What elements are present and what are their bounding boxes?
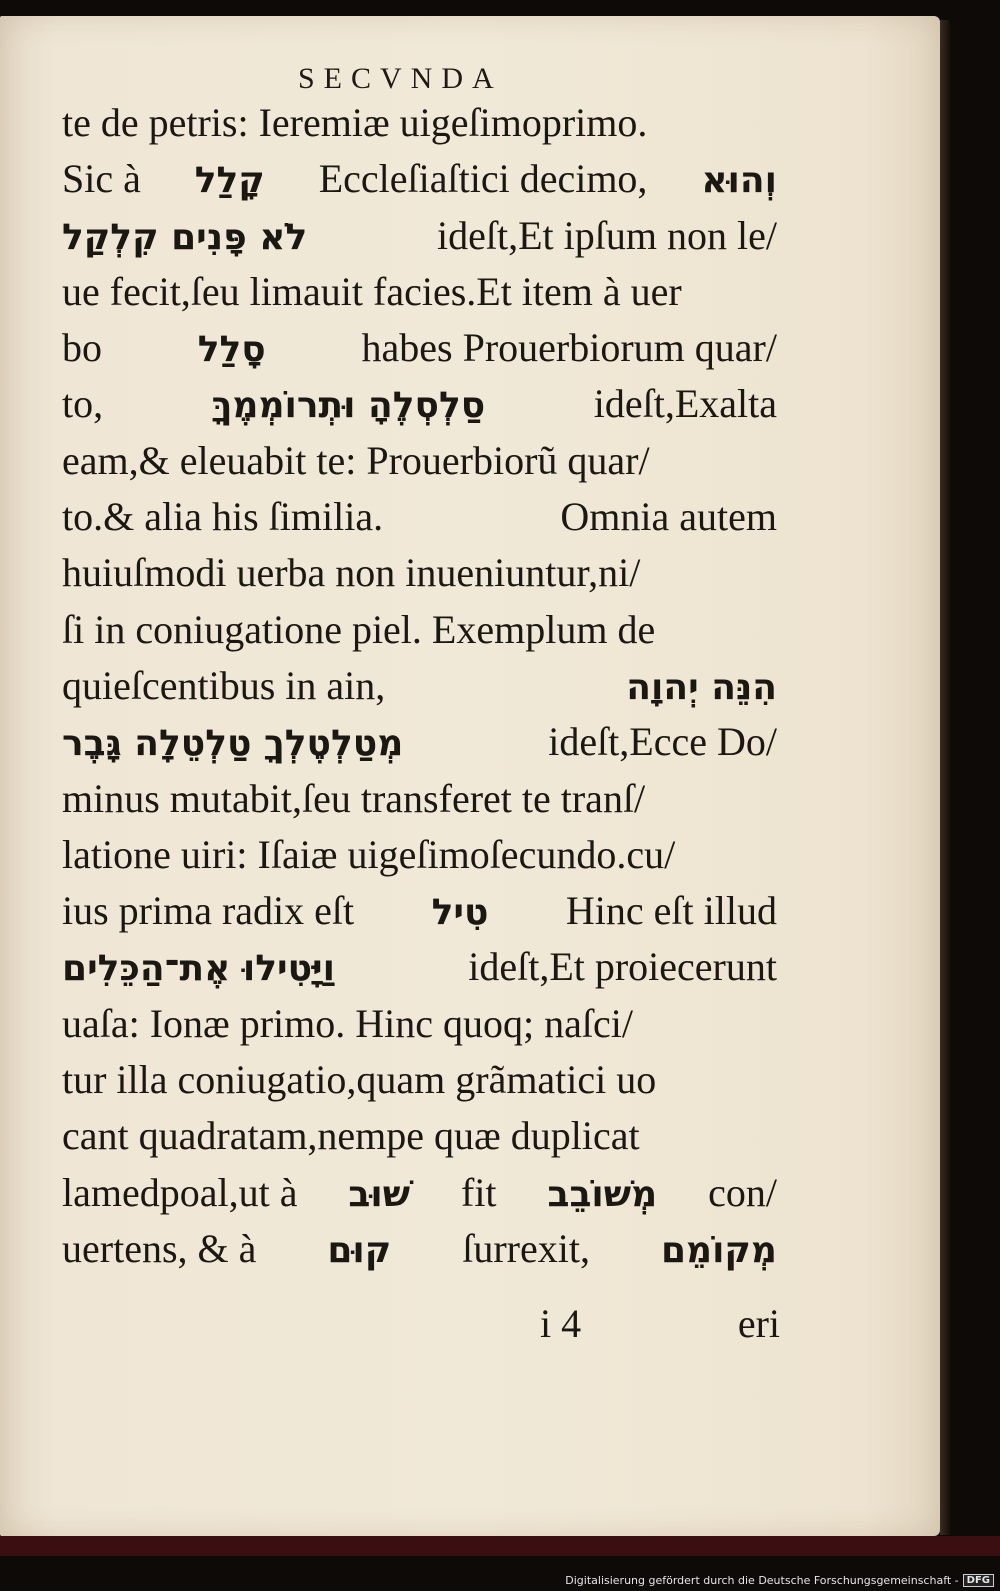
latin-text: latione uiri: Iſaiæ uigeſimoſecundo.cu/ <box>62 831 676 877</box>
latin-text: ideſt,Et ipſum non le/ <box>437 212 777 258</box>
hebrew-word: וְהוּא <box>701 160 777 202</box>
text-line <box>62 433 777 489</box>
credit-text: Digitalisierung gefördert durch die Deutsche Forschungsgemeinschaft - <box>565 1574 959 1587</box>
text-line <box>62 883 777 939</box>
hebrew-word: קָלַל <box>194 160 265 202</box>
latin-text: te de petris: Ieremiæ uigeſimoprimo. <box>62 100 648 145</box>
text-line <box>62 95 777 151</box>
latin-text: minus mutabit,ſeu transferet te tranſ/ <box>62 775 646 821</box>
latin-text: cant quadratam,nempe quæ duplicat <box>62 1113 640 1159</box>
hebrew-word: סַלְסְלֶהָ וּתְרוֹמְמֶךָּ <box>211 385 486 427</box>
hebrew-word: סָלַל <box>197 329 266 371</box>
page-footer <box>540 1300 780 1347</box>
text-line <box>62 714 777 770</box>
latin-text: to, <box>62 381 104 427</box>
hebrew-word: לֹא פָּנִים קִלְקַל <box>62 216 308 258</box>
hebrew-word: שׁוּב <box>348 1173 411 1215</box>
text-line <box>62 320 777 376</box>
text-line <box>62 939 777 995</box>
text-line <box>62 151 777 207</box>
latin-text: con/ <box>708 1169 777 1215</box>
latin-text: ius prima radix eſt <box>62 888 355 934</box>
latin-text: habes Prouerbiorum quar/ <box>361 325 777 371</box>
text-line <box>62 1165 777 1221</box>
latin-text: ideſt,Exalta <box>593 381 777 427</box>
running-head: SECVNDA <box>298 62 503 95</box>
hebrew-word: מְטַלְטֶלְךָ טַלְטֵלָה גָּבֶר <box>62 723 404 765</box>
latin-text: tur illa coniugatio,quam grãmatici uo <box>62 1057 657 1103</box>
latin-text: huiuſmodi uerba non inueniuntur,ni/ <box>62 550 641 596</box>
text-line <box>62 376 777 432</box>
digitization-credit <box>565 1574 994 1587</box>
latin-text: Eccleſiaſtici decimo, <box>318 156 648 202</box>
text-line <box>62 602 777 658</box>
latin-text: uaſa: Ionæ primo. Hinc quoq; naſci/ <box>62 1000 633 1046</box>
latin-text: Sic à <box>62 156 141 202</box>
text-line <box>62 489 777 545</box>
latin-text: quieſcentibus in ain, <box>62 662 386 708</box>
latin-text: ſi in coniugatione piel. Exemplum de <box>62 606 656 652</box>
text-line <box>62 658 777 714</box>
latin-text: ideſt,Ecce Do/ <box>548 719 777 765</box>
latin-text: uertens, & à <box>62 1225 257 1271</box>
main-text-block <box>62 95 777 1277</box>
page-edge <box>940 20 950 1535</box>
text-line <box>62 208 777 264</box>
latin-text: Hinc eſt illud <box>565 888 777 934</box>
latin-text: Omnia autem <box>560 494 777 540</box>
text-line <box>62 1108 777 1164</box>
text-line <box>62 771 777 827</box>
hebrew-word: וַיָּטִילוּ אֶת־הַכֵּלִים <box>62 948 335 990</box>
catchword: eri <box>737 1301 780 1346</box>
text-line <box>62 1221 777 1277</box>
hebrew-word: מְקוֹמֵם <box>660 1229 777 1271</box>
latin-text: lamedpoal,ut à <box>62 1169 298 1215</box>
latin-text: ſurrexit, <box>462 1225 590 1271</box>
book-cover-edge <box>0 1536 1000 1556</box>
dfg-logo-icon: DFG <box>963 1574 994 1587</box>
latin-text: fit <box>461 1169 497 1215</box>
text-line <box>62 827 777 883</box>
text-line <box>62 1052 777 1108</box>
hebrew-word: טִיל <box>431 892 489 934</box>
text-line <box>62 545 777 601</box>
latin-text: eam,& eleuabit te: Prouerbiorũ quar/ <box>62 437 650 483</box>
text-line <box>62 996 777 1052</box>
latin-text: to.& alia his ſimilia. <box>62 494 384 540</box>
latin-text: ideſt,Et proiecerunt <box>468 944 777 990</box>
signature-mark: i 4 <box>540 1301 582 1346</box>
latin-text: ue fecit,ſeu limauit facies.Et item à uer <box>62 268 682 314</box>
hebrew-word: מְשׁוֹבֵב <box>547 1173 658 1215</box>
hebrew-word: קוּם <box>327 1229 392 1271</box>
latin-text: bo <box>62 325 102 371</box>
text-line <box>62 264 777 320</box>
hebrew-word: הִנֵּה יְהוָה <box>626 666 777 708</box>
